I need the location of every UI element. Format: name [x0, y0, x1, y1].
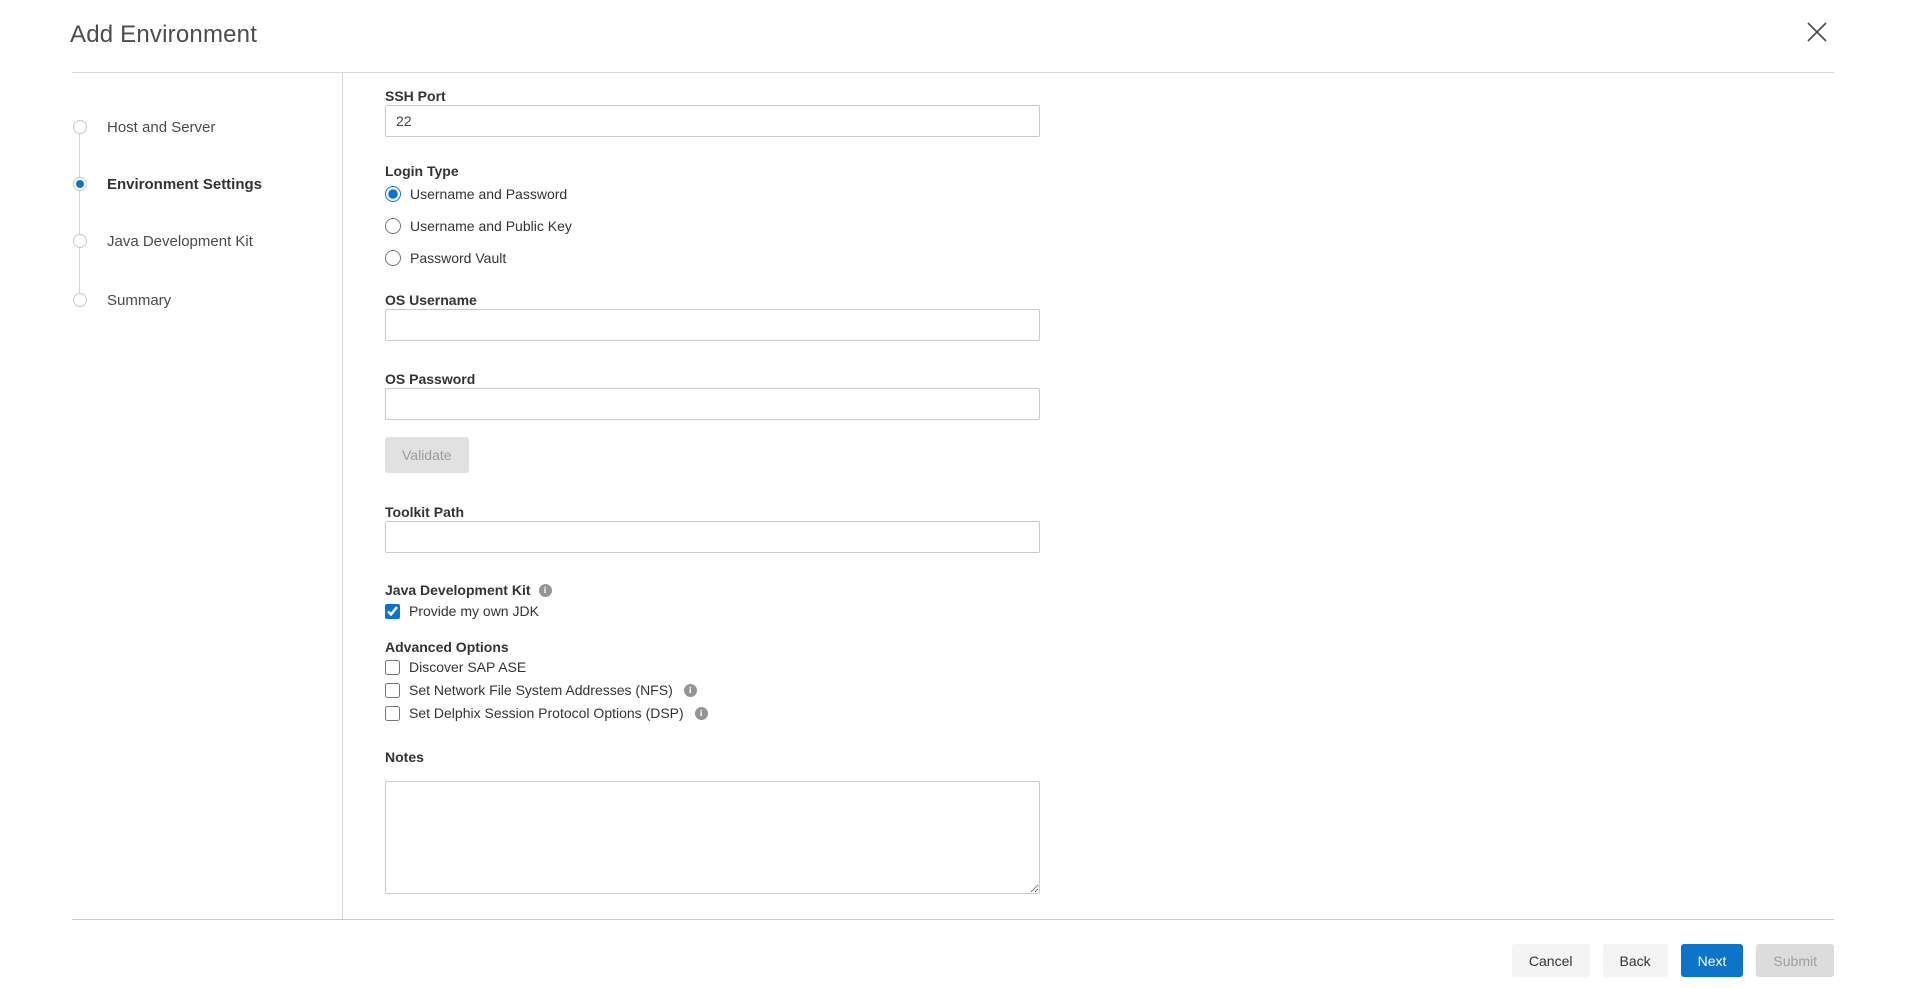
- discover-sap-ase-checkbox[interactable]: [385, 658, 1040, 676]
- java-development-kit-label: Java Development Kit: [385, 582, 531, 598]
- checkbox-label: Discover SAP ASE: [409, 659, 527, 675]
- radio-label: Username and Public Key: [410, 218, 572, 234]
- step-circle-icon: [73, 120, 87, 134]
- login-type-label: Login Type: [385, 163, 459, 179]
- os-password-label: OS Password: [385, 371, 476, 387]
- step-circle-icon: [73, 234, 87, 248]
- step-java-development-kit[interactable]: [73, 229, 253, 253]
- checkbox-label: Set Network File System Addresses (NFS): [409, 682, 673, 698]
- checkbox-input[interactable]: [385, 660, 400, 675]
- step-label: Environment Settings: [107, 175, 263, 193]
- checkbox-label: Set Delphix Session Protocol Options (DSP): [409, 705, 684, 721]
- close-button[interactable]: [1794, 10, 1840, 56]
- toolkit-path-input[interactable]: [385, 521, 1040, 553]
- checkbox-input[interactable]: [385, 683, 400, 698]
- back-button[interactable]: Back: [1603, 944, 1668, 977]
- os-password-input[interactable]: [385, 388, 1040, 420]
- step-label: Host and Server: [107, 118, 216, 136]
- checkbox-input[interactable]: [385, 604, 400, 619]
- close-icon: [1803, 18, 1831, 49]
- step-environment-settings[interactable]: [73, 172, 262, 196]
- radio-label: Password Vault: [410, 250, 507, 266]
- step-circle-icon: [73, 293, 87, 307]
- footer-divider: [72, 919, 1834, 920]
- step-circle-active-icon: [73, 177, 87, 191]
- radio-label: Username and Password: [410, 186, 568, 202]
- info-icon[interactable]: i: [684, 684, 697, 697]
- radio-username-and-password[interactable]: [385, 184, 1040, 204]
- os-username-label: OS Username: [385, 292, 477, 308]
- checkbox-input[interactable]: [385, 706, 400, 721]
- step-label: Summary: [107, 291, 172, 309]
- radio-input[interactable]: [385, 186, 401, 202]
- step-summary[interactable]: [73, 288, 171, 312]
- cancel-button[interactable]: Cancel: [1512, 944, 1590, 977]
- submit-button[interactable]: Submit: [1756, 944, 1834, 977]
- sidebar-divider: [342, 73, 343, 919]
- notes-label: Notes: [385, 749, 424, 765]
- os-username-input[interactable]: [385, 309, 1040, 341]
- checkbox-label: Provide my own JDK: [409, 603, 539, 619]
- step-connector-line: [79, 127, 80, 300]
- page-title: Add Environment: [70, 21, 258, 48]
- toolkit-path-label: Toolkit Path: [385, 504, 465, 520]
- radio-input[interactable]: [385, 218, 401, 234]
- info-icon[interactable]: i: [539, 584, 552, 597]
- notes-textarea[interactable]: [385, 781, 1040, 894]
- step-label: Java Development Kit: [107, 232, 253, 250]
- set-nfs-addresses-checkbox[interactable]: [385, 681, 1040, 699]
- advanced-options-group: [385, 658, 1040, 722]
- radio-password-vault[interactable]: [385, 248, 1040, 268]
- advanced-options-label: Advanced Options: [385, 639, 509, 655]
- validate-button[interactable]: Validate: [385, 437, 469, 473]
- login-type-radio-group: [385, 184, 1040, 268]
- radio-username-and-public-key[interactable]: [385, 216, 1040, 236]
- ssh-port-label: SSH Port: [385, 88, 446, 104]
- ssh-port-input[interactable]: [385, 105, 1040, 137]
- environment-settings-form: [385, 73, 1040, 899]
- info-icon[interactable]: i: [695, 707, 708, 720]
- set-dsp-options-checkbox[interactable]: [385, 704, 1040, 722]
- step-host-and-server[interactable]: [73, 115, 215, 139]
- provide-my-own-jdk-checkbox[interactable]: [385, 602, 1040, 620]
- next-button[interactable]: Next: [1681, 944, 1744, 977]
- radio-input[interactable]: [385, 250, 401, 266]
- footer-button-bar: [1512, 944, 1834, 977]
